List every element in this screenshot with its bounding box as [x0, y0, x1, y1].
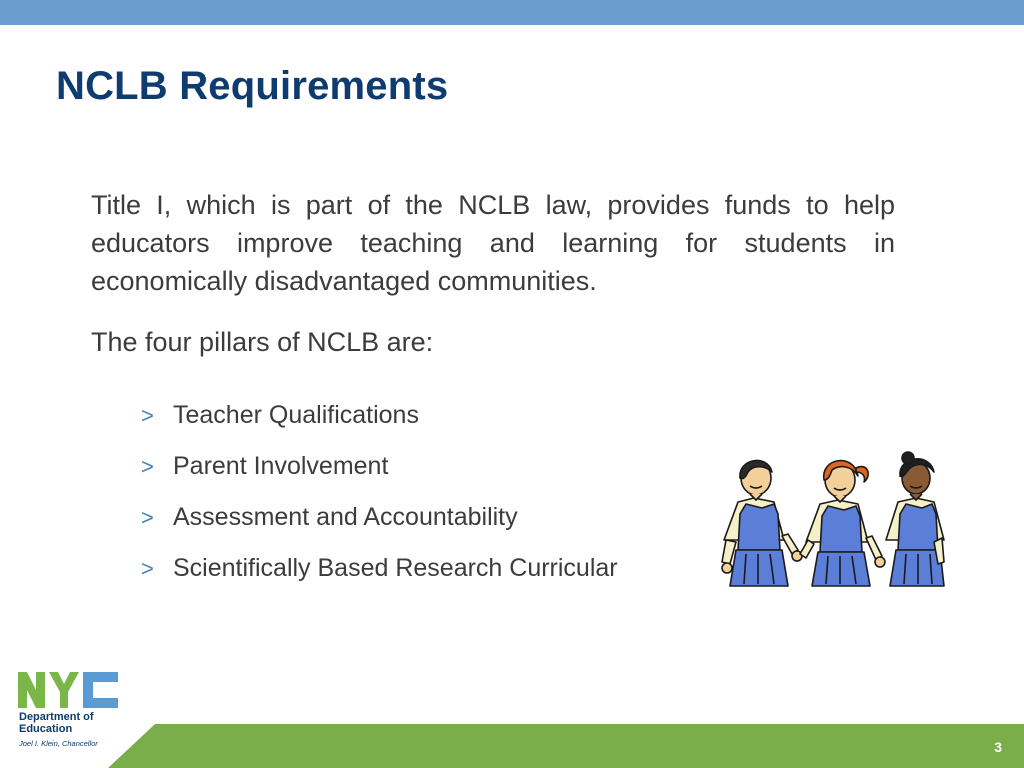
- list-item: [141, 390, 618, 441]
- page-number: 3: [994, 739, 1002, 755]
- bullet-marker-icon: >: [141, 453, 154, 479]
- students-clipart-icon: [718, 450, 946, 588]
- logo-department: Department of Education: [19, 711, 94, 735]
- bullet-marker-icon: >: [141, 504, 154, 530]
- list-item: [141, 492, 618, 543]
- nyc-wordmark-icon: [18, 672, 120, 708]
- pillar-label: Parent Involvement: [173, 452, 389, 480]
- pillars-intro: The four pillars of NCLB are:: [91, 327, 434, 357]
- pillar-label: Teacher Qualifications: [173, 401, 419, 429]
- slide-title: NCLB Requirements: [56, 64, 449, 108]
- slide-body: [91, 186, 895, 300]
- top-accent-bar: [0, 0, 1024, 25]
- logo-chancellor: Joel I. Klein, Chancellor: [19, 739, 98, 748]
- pillar-label: Assessment and Accountability: [173, 503, 518, 531]
- pillar-label: Scientifically Based Research Curricular: [173, 554, 618, 582]
- bullet-marker-icon: >: [141, 402, 154, 428]
- bullet-marker-icon: >: [141, 555, 154, 581]
- intro-paragraph: Title I, which is part of the NCLB law, provides funds to help educators improve teaching and learning for students in economically disadvantaged communities.: [91, 190, 895, 296]
- nyc-doe-logo: [18, 672, 138, 752]
- list-item: [141, 441, 618, 492]
- footer-bar: [0, 724, 1024, 768]
- list-item: [141, 543, 618, 594]
- pillars-list: [141, 390, 618, 594]
